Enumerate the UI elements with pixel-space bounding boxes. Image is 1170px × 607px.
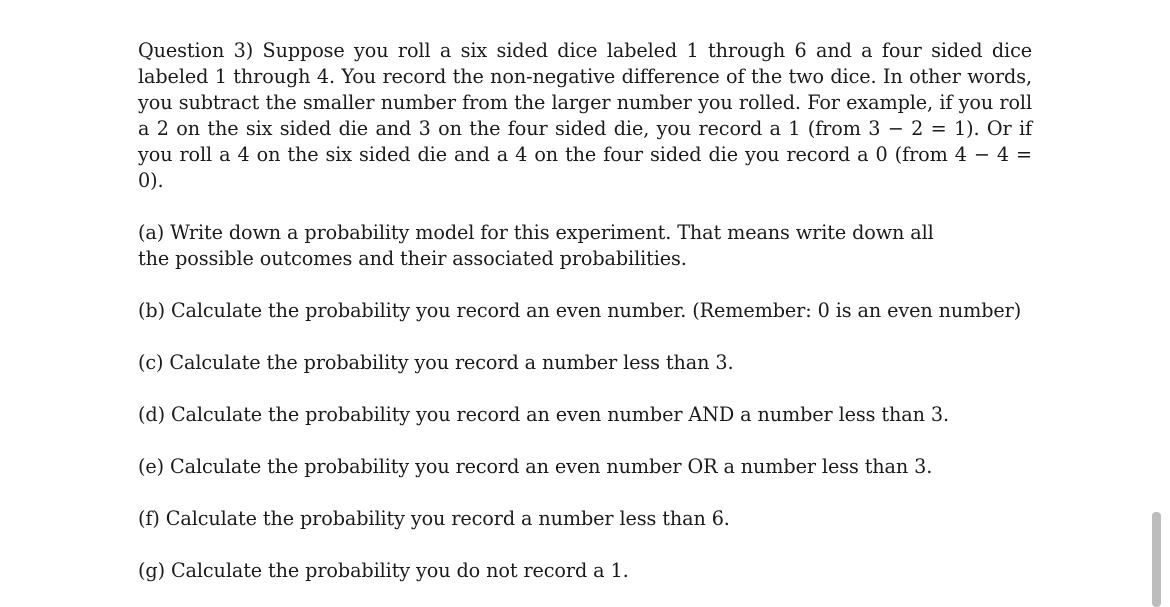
question-part-b: (b) Calculate the probability you record an even number. (Remember: 0 is an even number) — [138, 299, 1022, 322]
question-part-c: (c) Calculate the probability you record a number less than 3. — [138, 351, 734, 374]
question-part-f: (f) Calculate the probability you record a number less than 6. — [138, 507, 730, 530]
question-part-d: (d) Calculate the probability you record an even number AND a number less than 3. — [138, 403, 949, 426]
question-intro: Question 3) Suppose you roll a six sided dice labeled 1 through 6 and a four sided dice labeled 1 through 4. You record the non-negative difference of the two dice. In other words, you subtract the smaller number from the larger number you rolled. For example, if you roll a 2 on the six sided die and 3 on the four sided die, you record a 1 (from 3 − 2 = 1). Or if you roll a 4 on the six sided die and a 4 on the four sided die you record a 0 (from 4 − 4 = 0). — [138, 39, 1032, 192]
question-part-g: (g) Calculate the probability you do not record a 1. — [138, 559, 629, 582]
vertical-scrollbar-thumb[interactable] — [1152, 512, 1161, 607]
question-part-a: (a) Write down a probability model for this experiment. That means write down all the possible outcomes and their associated probabilities. — [138, 221, 934, 270]
question-part-e: (e) Calculate the probability you record an even number OR a number less than 3. — [138, 455, 933, 478]
